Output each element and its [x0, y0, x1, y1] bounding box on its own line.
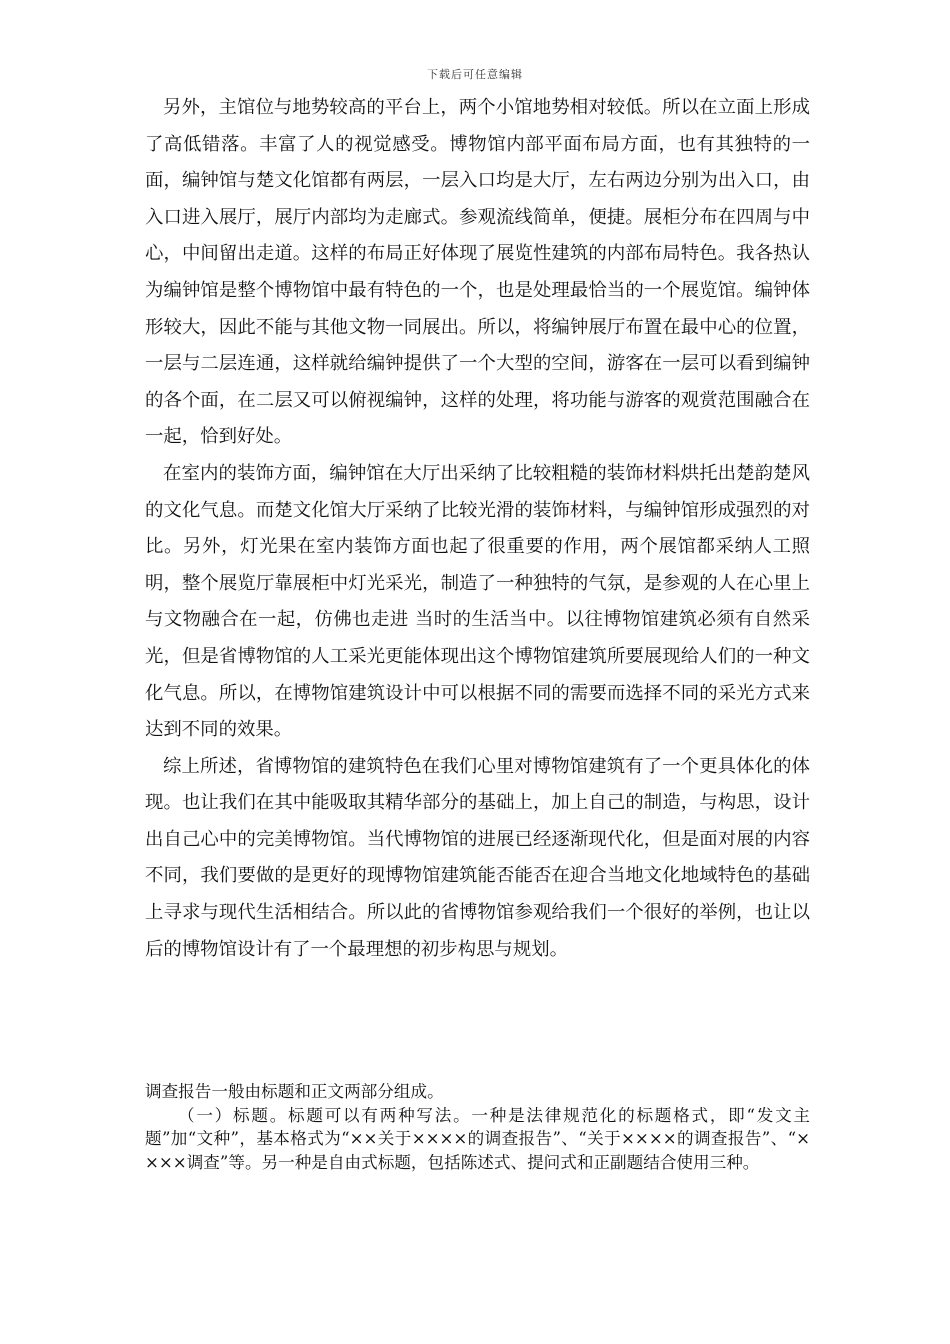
- essay-body: [145, 90, 810, 968]
- report-guide-section: [145, 1080, 810, 1174]
- essay-paragraph-decoration: 在室内的装饰方面，编钟馆在大厅出采纳了比较粗糙的装饰材料烘托出楚韵楚风的文化气息。而楚文化馆大厅采纳了比较光滑的装饰材料，与编钟馆形成强烈的对比。另外，灯光果在室内装饰方面也起了很重要的作用，两个展馆都采纳人工照明，整个展览厅靠展柜中灯光采光，制造了一种独特的气氛，是参观的人在心里上与文物融合在一起，仿佛也走进 当时的生活当中。以往博物馆建筑必须有自然采光，但是省博物馆的人工采光更能体现出这个博物馆建筑所要展现给人们的一种文化气息。所以，在博物馆建筑设计中可以根据不同的需要而选择不同的采光方式来达到不同的效果。: [145, 462, 810, 741]
- report-intro-line: 调查报告一般由标题和正文两部分组成。: [145, 1082, 444, 1101]
- essay-paragraph-layout: 另外，主馆位与地势较高的平台上，两个小馆地势相对较低。所以在立面上形成了高低错落。丰富了人的视觉感受。博物馆内部平面布局方面，也有其独特的一面，编钟馆与楚文化馆都有两层，一层入口均是大厅，左右两边分别为出入口，由入口进入展厅，展厅内部均为走廊式。参观流线简单，便捷。展柜分布在四周与中心，中间留出走道。这样的布局正好体现了展览性建筑的内部布局特色。我各热认为编钟馆是整个博物馆中最有特色的一个，也是处理最恰当的一个展览馆。编钟体形较大，因此不能与其他文物一同展出。所以，将编钟展厅布置在最中心的位置，一层与二层连通，这样就给编钟提供了一个大型的空间，游客在一层可以看到编钟的各个面，在二层又可以俯视编钟，这样的处理，将功能与游客的观赏范围融合在一起，恰到好处。: [145, 97, 810, 448]
- essay-paragraph-conclusion: 综上所述，省博物馆的建筑特色在我们心里对博物馆建筑有了一个更具体化的体现。也让我们在其中能吸取其精华部分的基础上，加上自己的制造，与构思，设计出自己心中的完美博物馆。当代博物馆的进展已经逐渐现代化，但是面对展的内容不同，我们要做的是更好的现博物馆建筑能否能否在迎合当地文化地域特色的基础上寻求与现代生活相结合。所以此的省博物馆参观给我们一个很好的举例，也让以后的博物馆设计有了一个最理想的初步构思与规划。: [145, 755, 810, 960]
- page-header: 下载后可任意编辑: [427, 68, 523, 81]
- report-title-section: （一）标题。标题可以有两种写法。一种是法律规范化的标题格式，即“发文主题”加“文种”，基本格式为“××关于××××的调查报告”、“关于××××的调查报告”、“××××调查”等。另一种是自由式标题，包括陈述式、提问式和正副题结合使用三种。: [145, 1105, 810, 1172]
